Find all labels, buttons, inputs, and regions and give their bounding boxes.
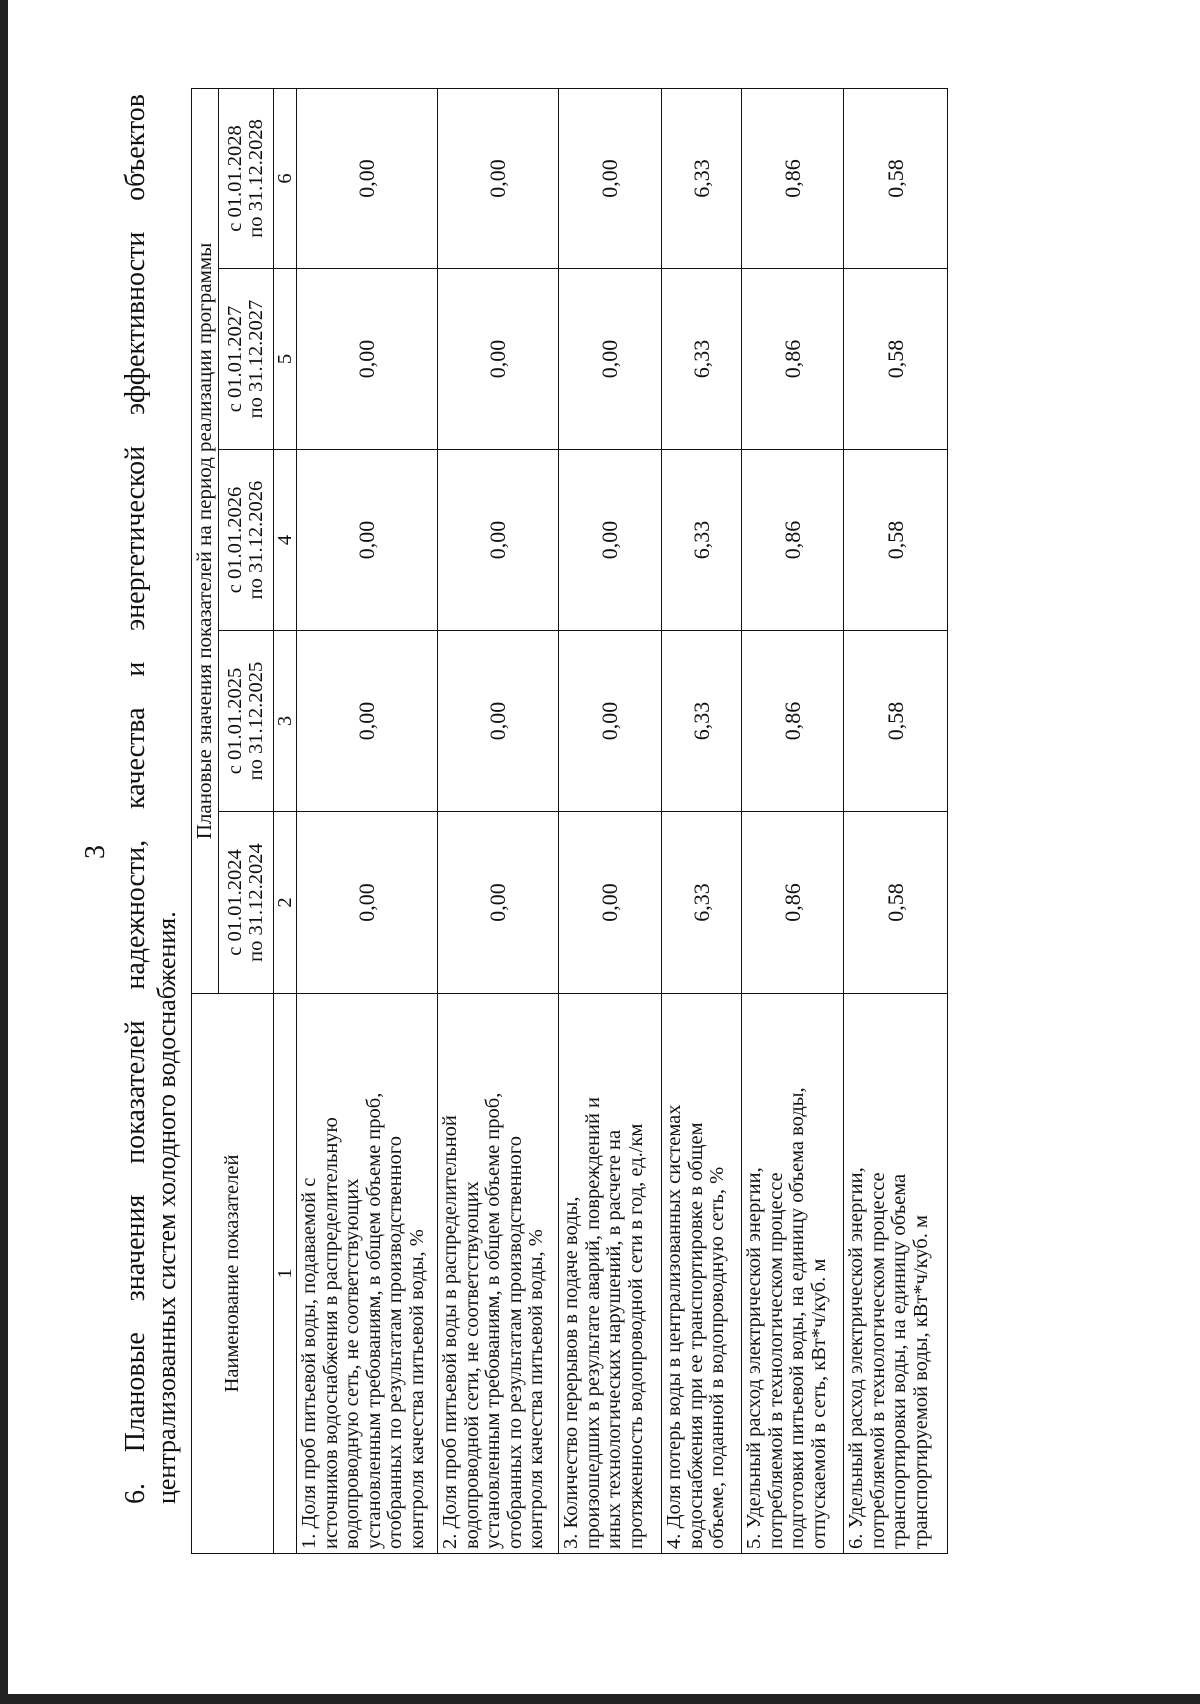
indicator-value: 0,00 <box>438 450 559 631</box>
indicator-value: 6,33 <box>662 269 742 450</box>
indicator-value: 0,86 <box>742 631 844 812</box>
table-row <box>559 88 662 1553</box>
indicator-value: 0,58 <box>844 269 948 450</box>
table-row <box>844 88 948 1553</box>
column-number-row <box>274 88 297 1553</box>
table-row <box>438 88 559 1553</box>
indicator-value: 0,00 <box>559 812 662 994</box>
section-heading <box>118 94 180 1504</box>
indicator-value: 0,58 <box>844 88 948 268</box>
indicator-value: 0,58 <box>844 812 948 994</box>
page-number: 3 <box>80 845 111 859</box>
col-name-header: Наименование показателей <box>192 994 274 1554</box>
indicator-value: 0,00 <box>297 812 438 994</box>
indicator-value: 0,58 <box>844 631 948 812</box>
period-header: с 01.01.2028 по 31.12.2028 <box>219 88 274 268</box>
heading-word: энергетической <box>120 445 151 631</box>
period-header: с 01.01.2025 по 31.12.2025 <box>219 631 274 812</box>
indicator-value: 0,00 <box>297 631 438 812</box>
heading-word: 6. <box>120 1483 151 1504</box>
indicator-value: 0,00 <box>297 88 438 268</box>
indicator-name: 2. Доля проб питьевой воды в распределительной водопроводной сети, не соответствующих установленным требованиям, в общем объеме проб, отобранных по результатам производственного контроля качества питьевой воды, % <box>438 994 559 1554</box>
indicator-value: 0,00 <box>559 269 662 450</box>
column-number: 4 <box>274 450 297 631</box>
indicator-value: 0,86 <box>742 812 844 994</box>
indicator-name: 6. Удельный расход электрической энергии, потребляемой в технологическом процессе транспортировки воды, на единицу объема транспортируемой воды, кВт*ч/куб. м <box>844 994 948 1554</box>
heading-line-1 <box>118 94 154 1504</box>
heading-word: и <box>120 661 151 677</box>
indicator-value: 0,00 <box>438 88 559 268</box>
indicator-value: 0,00 <box>559 450 662 631</box>
column-number: 5 <box>274 269 297 450</box>
indicator-value: 0,58 <box>844 450 948 631</box>
indicator-value: 0,00 <box>559 631 662 812</box>
heading-word: показателей <box>120 1020 151 1164</box>
indicator-value: 6,33 <box>662 450 742 631</box>
indicator-value: 0,00 <box>297 450 438 631</box>
indicator-name: 5. Удельный расход электрической энергии, потребляемой в технологическом процессе подготовки питьевой воды, на единицу объема воды, отпускаемой в сеть, кВт*ч/куб. м <box>742 994 844 1554</box>
indicator-value: 0,00 <box>438 631 559 812</box>
indicator-value: 6,33 <box>662 631 742 812</box>
heading-word: качества <box>120 707 151 810</box>
heading-word: объектов <box>120 94 151 201</box>
table-row <box>742 88 844 1553</box>
table-row <box>662 88 742 1553</box>
indicator-value: 0,86 <box>742 88 844 268</box>
table-row <box>297 88 438 1553</box>
column-number: 6 <box>274 88 297 268</box>
indicator-name: 4. Доля потерь воды в централизованных системах водоснабжения при ее транспортировке в общем объеме, поданной в водопроводную сеть, % <box>662 994 742 1554</box>
heading-word: эффективности <box>120 231 151 416</box>
heading-line-2: централизованных систем холодного водоснабжения. <box>152 911 181 1504</box>
indicator-value: 0,00 <box>559 88 662 268</box>
indicator-value: 0,86 <box>742 269 844 450</box>
period-header: с 01.01.2026 по 31.12.2026 <box>219 450 274 631</box>
period-header: с 01.01.2027 по 31.12.2027 <box>219 269 274 450</box>
period-header: с 01.01.2024 по 31.12.2024 <box>219 812 274 994</box>
indicator-value: 0,86 <box>742 450 844 631</box>
indicator-value: 0,00 <box>438 269 559 450</box>
indicator-value: 0,00 <box>438 812 559 994</box>
header-row-span <box>192 88 219 1553</box>
indicator-value: 6,33 <box>662 88 742 268</box>
indicator-value: 6,33 <box>662 812 742 994</box>
indicator-name: 1. Доля проб питьевой воды, подаваемой с источников водоснабжения в распределительную водопроводную сеть, не соответствующих установленным требованиям, в общем объеме проб, отобранных по результатам производственного контроля качества питьевой воды, % <box>297 994 438 1554</box>
indicator-value: 0,00 <box>297 269 438 450</box>
indicators-table <box>191 88 948 1554</box>
column-number: 1 <box>274 994 297 1554</box>
heading-word: Плановые <box>120 1332 151 1453</box>
heading-word: надежности, <box>120 839 151 990</box>
span-header: Плановые значения показателей на период реализации программы <box>192 88 219 993</box>
column-number: 2 <box>274 812 297 994</box>
column-number: 3 <box>274 631 297 812</box>
heading-word: значения <box>120 1194 151 1302</box>
indicator-name: 3. Количество перерывов в подаче воды, произошедших в результате аварий, повреждений и иных технологических нарушений, в расчете на протяженность водопроводной сети в год, ед./км <box>559 994 662 1554</box>
